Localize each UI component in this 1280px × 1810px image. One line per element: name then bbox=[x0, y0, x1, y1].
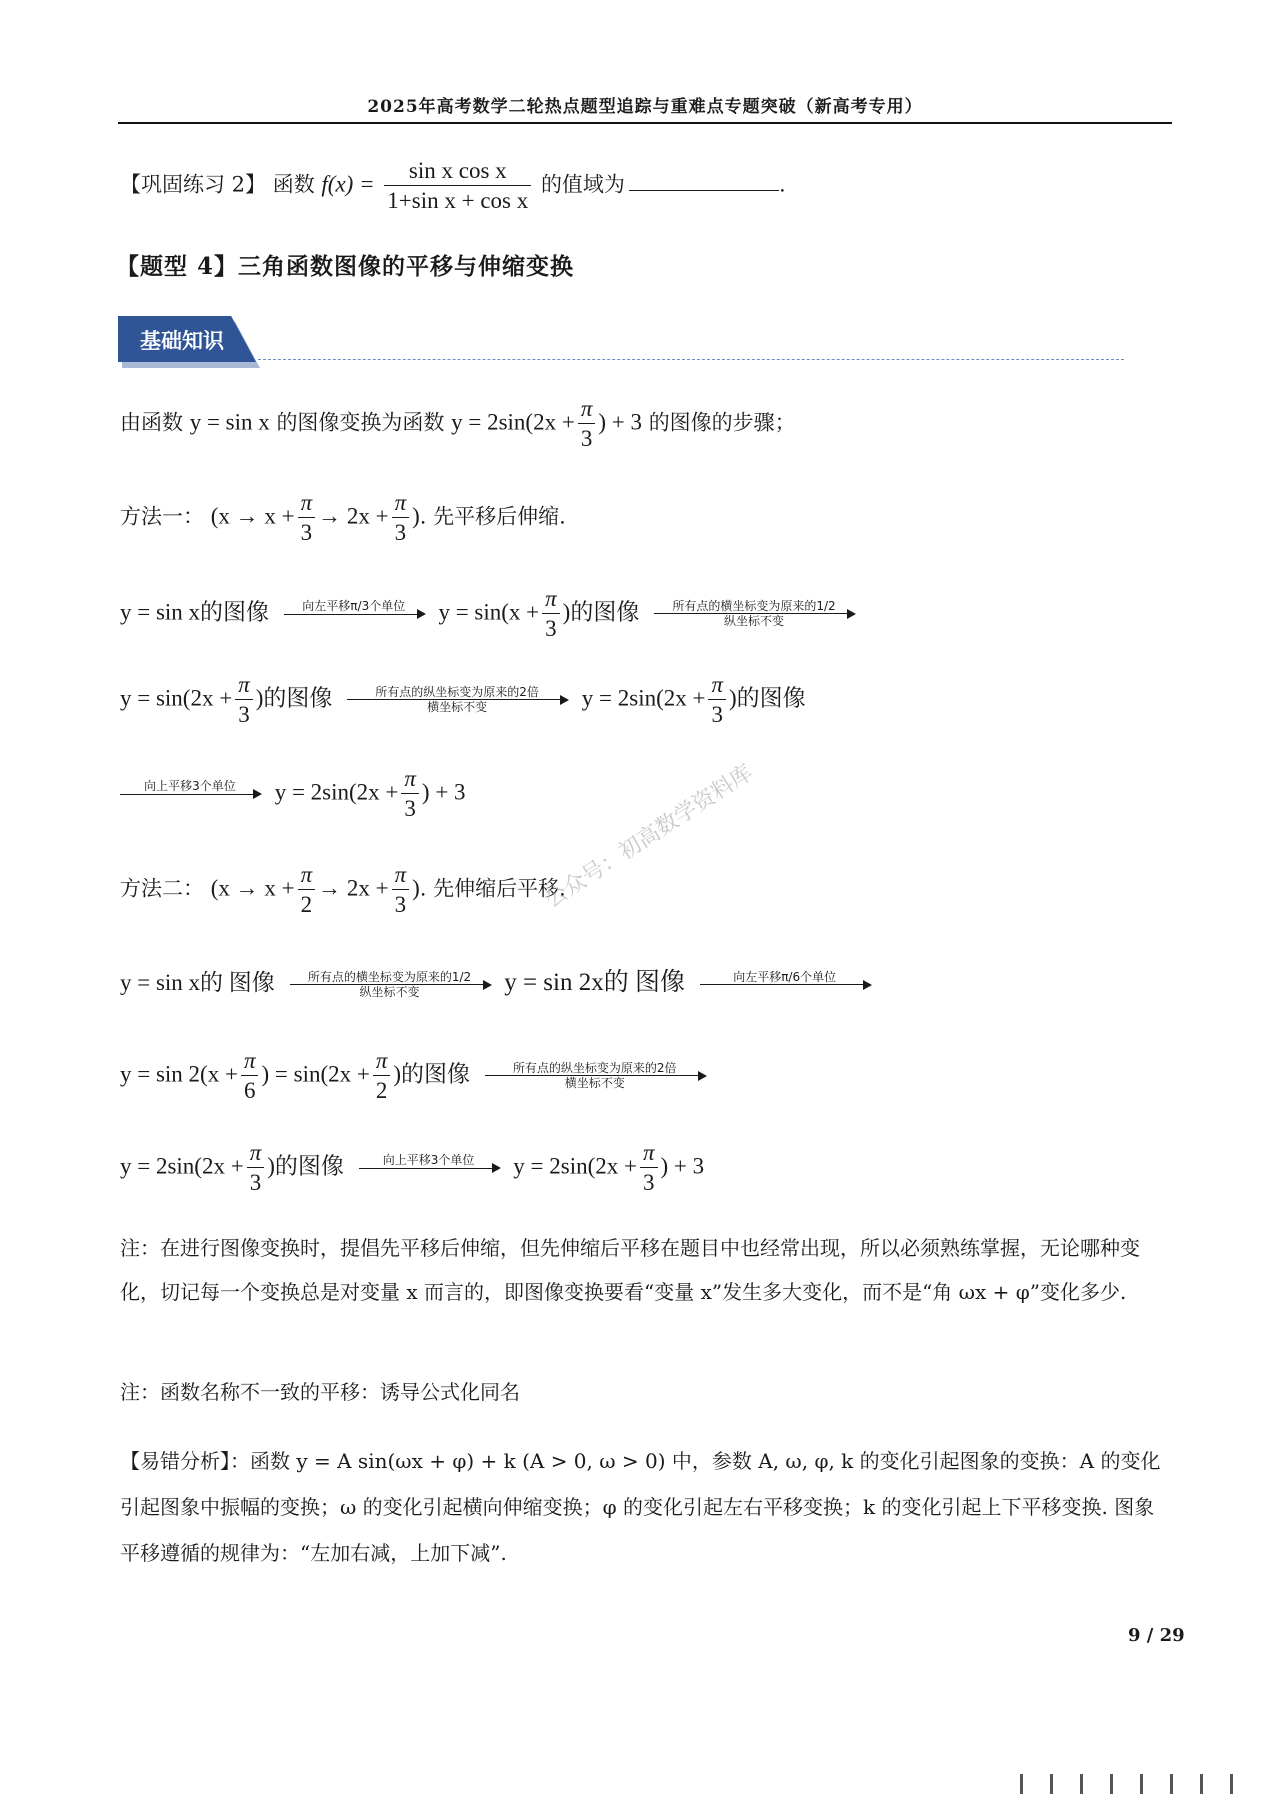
frac-den: 3 bbox=[394, 520, 407, 546]
m2-step-2: y = sin 2x的 图像 bbox=[504, 969, 685, 996]
frac-den: 3 bbox=[249, 1170, 262, 1196]
arrow-label-over: 向左平移π/6个单位 bbox=[733, 969, 837, 984]
frac-num: π bbox=[578, 396, 596, 424]
arrow-label-under: 纵坐标不变 bbox=[724, 614, 785, 629]
frac-den: 3 bbox=[300, 520, 313, 546]
footer-marks bbox=[1000, 1768, 1270, 1798]
frac-den: 2 bbox=[300, 892, 313, 918]
m2-step-row-3 bbox=[120, 1140, 704, 1196]
m1-step-5a: y = 2sin(2x + bbox=[274, 779, 399, 805]
method2-expr-b: → 2x + bbox=[318, 875, 389, 901]
pi-over-2 bbox=[298, 862, 316, 918]
arrow-label-under: 纵坐标不变 bbox=[359, 985, 420, 999]
frac-num: π bbox=[708, 672, 726, 700]
m1-step-4b: )的图像 bbox=[729, 685, 806, 711]
frac-num: π bbox=[640, 1140, 658, 1168]
arrow-label-over: 向上平移3个单位 bbox=[382, 1153, 475, 1168]
method2-expr-c: ) bbox=[412, 875, 420, 901]
frac-den: 3 bbox=[238, 702, 250, 728]
exercise-label: 【巩固练习 2】 bbox=[120, 172, 267, 197]
knowledge-divider bbox=[258, 359, 1124, 360]
exercise-denominator: 1+sin x + cos x bbox=[387, 188, 529, 214]
pi-over-3 bbox=[392, 862, 410, 918]
exercise-line bbox=[120, 158, 786, 214]
method1-expr-b: → 2x + bbox=[318, 503, 389, 529]
frac-num: π bbox=[542, 586, 560, 614]
arrow-label-under bbox=[284, 615, 424, 629]
arrow-label-over: 所有点的纵坐标变为原来的2倍 bbox=[512, 1060, 677, 1075]
pi-over-3 bbox=[298, 490, 316, 546]
arrow-label-over: 所有点的横坐标变为原来的1/2 bbox=[672, 598, 836, 613]
exercise-func: f(x) = bbox=[321, 171, 375, 197]
answer-blank bbox=[629, 172, 779, 191]
frac-den: 3 bbox=[580, 426, 593, 452]
arrow-shaft bbox=[347, 699, 561, 700]
arrow-label-over: 向上平移3个单位 bbox=[144, 779, 236, 794]
frac-den: 3 bbox=[711, 702, 723, 728]
method1-expr-c: ) bbox=[412, 503, 420, 529]
transform-arrow bbox=[347, 685, 567, 715]
frac-num: π bbox=[247, 1140, 265, 1168]
arrow-label-under bbox=[700, 985, 870, 999]
type-heading: 【题型 4】三角函数图像的平移与伸缩变换 bbox=[116, 253, 575, 280]
m1-step-5b: ) + 3 bbox=[421, 779, 466, 805]
method2-desc: . 先伸缩后平移. bbox=[419, 876, 566, 901]
frac-num: π bbox=[392, 862, 410, 890]
pi-over-3 bbox=[235, 672, 253, 728]
arrow-label-under: 横坐标不变 bbox=[427, 700, 488, 715]
transform-arrow bbox=[700, 970, 870, 999]
arrow-label-under bbox=[359, 1169, 499, 1183]
arrow-shaft bbox=[359, 1168, 493, 1169]
arrow-label-under: 横坐标不变 bbox=[564, 1076, 625, 1091]
m2-step-row-1 bbox=[120, 962, 878, 999]
m2-step-3c: )的图像 bbox=[393, 1061, 471, 1087]
knowledge-tab-label: 基础知识 bbox=[140, 329, 224, 353]
frac-den: 3 bbox=[394, 892, 407, 918]
exercise-suffix: 的值域为 bbox=[540, 172, 625, 197]
knowledge-tab bbox=[118, 316, 256, 362]
arrow-label-over: 所有点的纵坐标变为原来的2倍 bbox=[375, 684, 539, 699]
exercise-end: . bbox=[778, 172, 786, 197]
arrow-label-over: 向左平移π/3个单位 bbox=[302, 599, 406, 614]
m2-step-3b: ) = sin(2x + bbox=[261, 1061, 370, 1087]
m1-step-3a: y = sin(2x + bbox=[120, 685, 233, 711]
pi-over-3 bbox=[542, 586, 560, 642]
arrow-shaft bbox=[485, 1075, 699, 1076]
pi-over-3 bbox=[401, 766, 419, 822]
m2-step-row-2 bbox=[120, 1048, 713, 1104]
transform-arrow bbox=[120, 779, 260, 808]
transform-arrow bbox=[290, 970, 490, 1000]
transform-arrow bbox=[284, 599, 424, 628]
method1-expr-a: (x → x + bbox=[210, 503, 295, 529]
m1-step-row-2 bbox=[120, 672, 806, 728]
arrow-label-under bbox=[120, 795, 260, 809]
m1-step-3b: )的图像 bbox=[255, 685, 333, 711]
m2-step-4b: )的图像 bbox=[267, 1153, 344, 1179]
transform-arrow bbox=[654, 599, 854, 629]
m1-step-row-3 bbox=[120, 766, 466, 822]
page-header-title: 2025年高考数学二轮热点题型追踪与重难点专题突破（新高考专用） bbox=[367, 97, 923, 117]
m1-step-2b: )的图像 bbox=[562, 599, 640, 625]
pi-over-3 bbox=[578, 396, 596, 452]
intro-line bbox=[120, 396, 796, 452]
method1-line bbox=[120, 490, 566, 546]
m2-step-5b: ) + 3 bbox=[660, 1153, 705, 1179]
frac-num: π bbox=[298, 490, 316, 518]
m1-step-2a: y = sin(x + bbox=[438, 599, 540, 625]
frac-den: 3 bbox=[545, 616, 557, 642]
intro-text-1: 由函数 bbox=[120, 410, 183, 435]
arrow-shaft bbox=[654, 613, 848, 614]
pi-over-6 bbox=[241, 1048, 259, 1104]
m1-step-4a: y = 2sin(2x + bbox=[581, 685, 706, 711]
watermark: 公众号：初高数学资料库 bbox=[540, 760, 758, 914]
m2-step-4a: y = 2sin(2x + bbox=[120, 1153, 244, 1179]
transform-arrow bbox=[359, 1153, 499, 1182]
intro-formula-2a: y = 2sin(2x + bbox=[451, 409, 575, 435]
method2-expr-a: (x → x + bbox=[210, 875, 295, 901]
pi-over-3 bbox=[247, 1140, 265, 1196]
exercise-fraction bbox=[384, 158, 531, 214]
frac-den: 3 bbox=[404, 796, 416, 822]
error-analysis-paragraph: 【易错分析】：函数 y = A sin(ωx + φ) + k (A > 0, ω > 0) 中，参数 A, ω, φ, k 的变化引起图象的变换：A 的变化引起图象中振幅的变换；ω 的变化引起横向伸缩变换；φ 的变化引起左右平移变换；k 的变化引起上下平移变换. 图象平移遵循的规律为：“左加右减，上加下减”. bbox=[120, 1449, 1161, 1565]
m2-step-1: y = sin x的 图像 bbox=[120, 970, 275, 995]
m1-step-1: y = sin x的图像 bbox=[120, 599, 270, 625]
frac-num: π bbox=[241, 1048, 259, 1076]
note-paragraph-1: 注：在进行图像变换时，提倡先平移后伸缩，但先伸缩后平移在题目中也经常出现，所以必须熟练掌握，无论哪种变化，切记每一个变换总是对变量 x 而言的，即图像变换要看“变量 x”发生多大变化，而不是“角 ωx + φ”变化多少. bbox=[120, 1236, 1140, 1304]
arrow-shaft bbox=[290, 984, 484, 985]
frac-den: 2 bbox=[375, 1078, 388, 1104]
frac-num: π bbox=[392, 490, 410, 518]
m2-step-5a: y = 2sin(2x + bbox=[513, 1153, 637, 1179]
intro-formula-2b: ) + 3 bbox=[598, 409, 642, 435]
exercise-numerator: sin x cos x bbox=[384, 158, 531, 186]
m1-step-row-1 bbox=[120, 586, 862, 642]
pi-over-2 bbox=[373, 1048, 391, 1104]
arrow-shaft bbox=[120, 794, 254, 795]
intro-text-3: 的图像的步骤； bbox=[648, 410, 796, 435]
header-rule bbox=[118, 122, 1172, 124]
arrow-shaft bbox=[700, 984, 864, 985]
method2-line bbox=[120, 862, 566, 918]
method2-label: 方法二： bbox=[120, 876, 204, 901]
intro-text-2: 的图像变换为函数 bbox=[276, 410, 445, 435]
intro-formula-1: y = sin x bbox=[189, 409, 270, 435]
transform-arrow bbox=[485, 1061, 705, 1091]
pi-over-3 bbox=[708, 672, 726, 728]
exercise-prefix: 函数 bbox=[272, 172, 315, 197]
pi-over-3 bbox=[392, 490, 410, 546]
pi-over-3 bbox=[640, 1140, 658, 1196]
method1-desc: . 先平移后伸缩. bbox=[419, 504, 566, 529]
frac-num: π bbox=[401, 766, 419, 794]
method1-label: 方法一： bbox=[120, 504, 204, 529]
m2-step-3a: y = sin 2(x + bbox=[120, 1061, 238, 1087]
frac-den: 6 bbox=[243, 1078, 256, 1104]
page-number: 9 / 29 bbox=[1128, 1625, 1185, 1646]
frac-den: 3 bbox=[643, 1170, 655, 1196]
arrow-label-over: 所有点的横坐标变为原来的1/2 bbox=[307, 969, 472, 984]
frac-num: π bbox=[235, 672, 253, 700]
frac-num: π bbox=[298, 862, 316, 890]
frac-num: π bbox=[373, 1048, 391, 1076]
arrow-shaft bbox=[284, 614, 418, 615]
note-paragraph-2: 注：函数名称不一致的平移：诱导公式化同名 bbox=[120, 1380, 520, 1404]
